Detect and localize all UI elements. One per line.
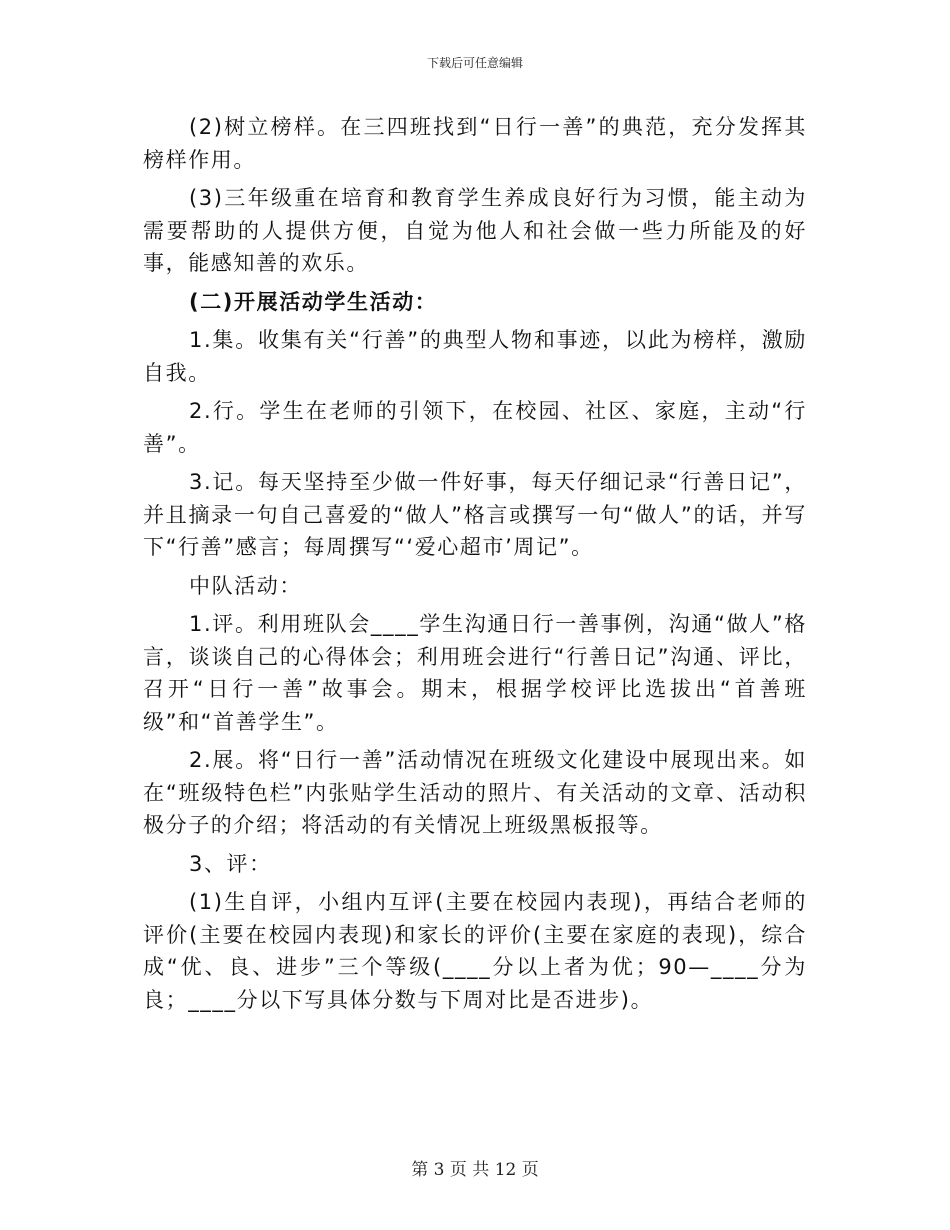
page-number: 第 3 页 共 12 页: [411, 1160, 539, 1180]
document-body: [143, 111, 807, 1022]
subheading-evaluation: 3、评：: [189, 851, 272, 876]
header-note: 下载后可任意编辑: [426, 56, 523, 70]
section-heading-activities: (二)开展活动学生活动：: [189, 289, 438, 314]
paragraph-evaluate: 1.评。利用班队会____学生沟通日行一善事例，沟通“做人”格言，谈谈自己的心得体会；利用班会进行“行善日记”沟通、评比，召开“日行一善”故事会。期末，根据学校评比选拔出“首善班级”和“首善学生”。: [143, 612, 807, 734]
paragraph-grade-three-goal: (3)三年级重在培育和教育学生养成良好行为习惯，能主动为需要帮助的人提供方便，自觉为他人和社会做一些力所能及的好事，能感知善的欢乐。: [143, 186, 807, 275]
paragraph-record: 3.记。每天坚持至少做一件好事，每天仔细记录“行善日记”，并且摘录一句自己喜爱的“做人”格言或撰写一句“做人”的话，并写下“行善”感言；每周撰写“‘爱心超市’周记”。: [143, 470, 807, 559]
paragraph-act: 2.行。学生在老师的引领下，在校园、社区、家庭，主动“行善”。: [143, 399, 807, 456]
paragraph-set-example: (2)树立榜样。在三四班找到“日行一善”的典范，充分发挥其榜样作用。: [143, 115, 807, 172]
paragraph-display: 2.展。将“日行一善”活动情况在班级文化建设中展现出来。如在“班级特色栏”内张贴学生活动的照片、有关活动的文章、活动积极分子的介绍；将活动的有关情况上班级黑板报等。: [143, 748, 807, 837]
paragraph-collect: 1.集。收集有关“行善”的典型人物和事迹，以此为榜样，激励自我。: [143, 328, 807, 385]
paragraph-self-evaluation: (1)生自评，小组内互评(主要在校园内表现)，再结合老师的评价(主要在校园内表现)和家长的评价(主要在家庭的表现)，综合成“优、良、进步”三个等级(____分以上者为优；90—____分为良；____分以下写具体分数与下周对比是否进步)。: [143, 890, 807, 1012]
subheading-squadron-activities: 中队活动：: [189, 573, 302, 598]
